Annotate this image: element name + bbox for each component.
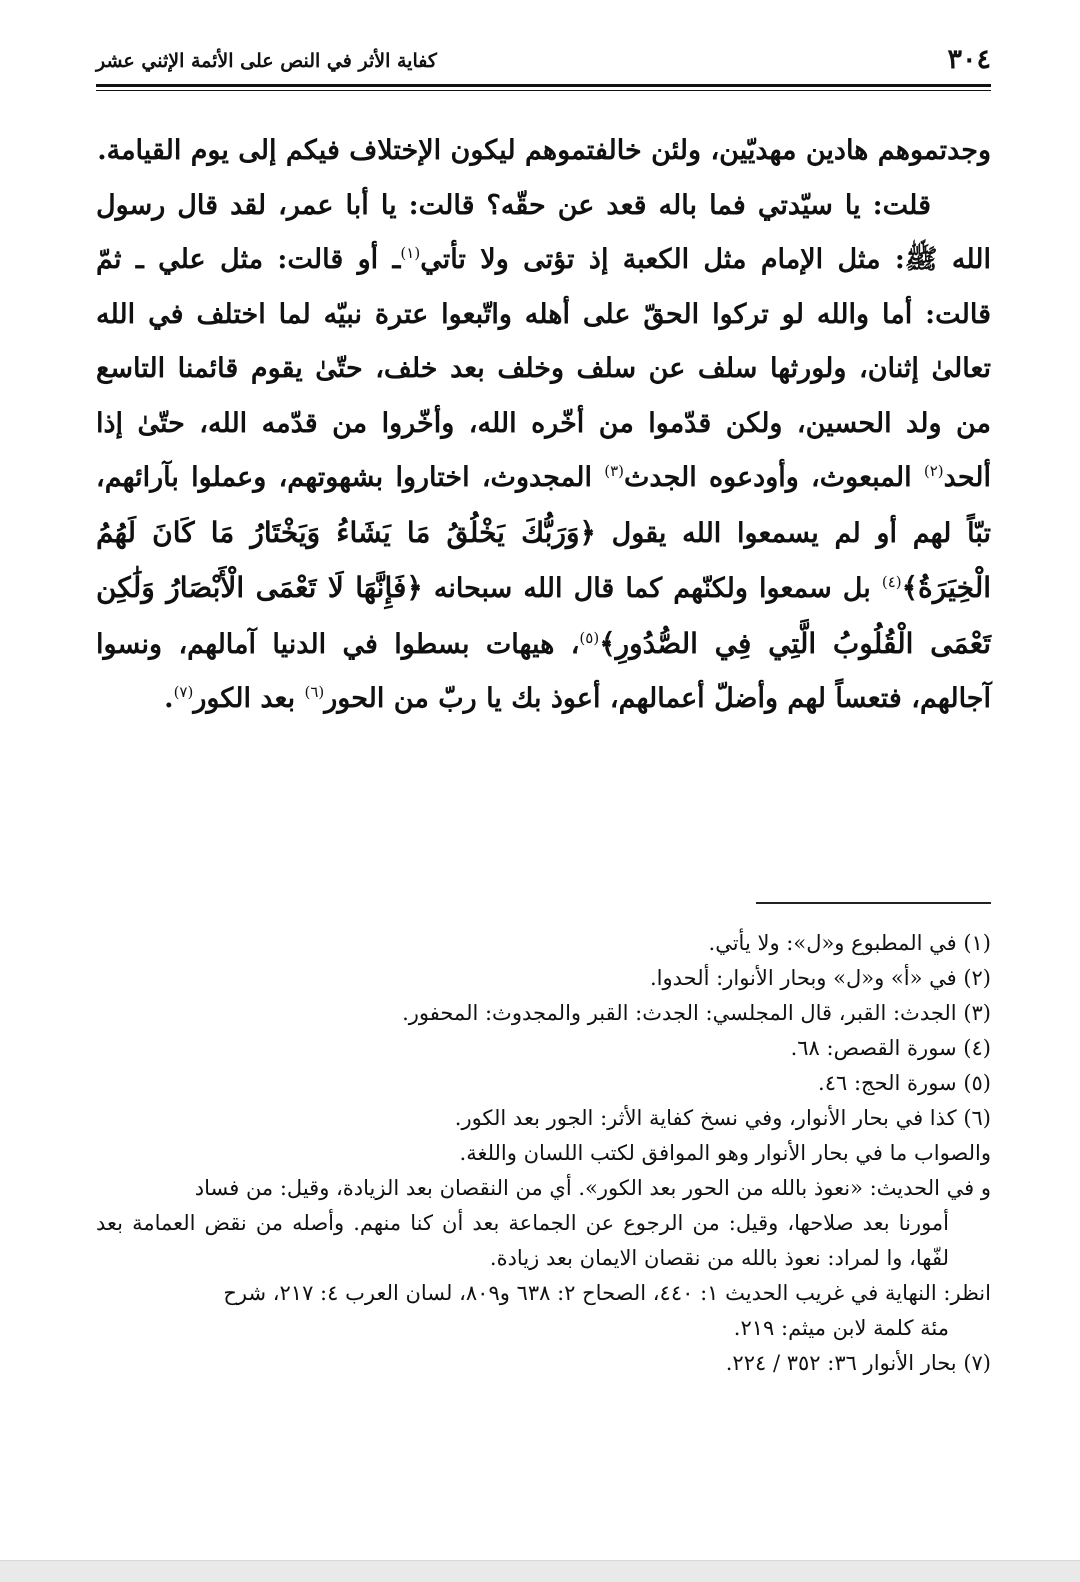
paragraph-2-part-g: بعد الكور [193,683,305,714]
paragraph-1: وجدتموهم هادين مهديّين، ولئن خالفتموهم ليكون الإختلاف فيكم إلى يوم القيامة. [97,135,991,166]
footnote-3: (٣) الجدث: القبر، قال المجلسي: الجدث: القبر والمجدوث: المحفور. [402,1001,991,1025]
footnote-6-references-continued: مئة كلمة لابن ميثم: ٢١٩. [733,1316,949,1340]
paragraph-2 [96,179,991,727]
footnote-ref-5[interactable]: (٥) [579,628,600,647]
footnote-ref-1[interactable]: (١) [400,244,421,262]
paragraph-2-part-d: المجدوث، اختاروا بشهوتهم، وعملوا بآرائهم، تبّاً لهم أو لم يسمعوا الله يقول [96,462,991,549]
footnote-ref-4[interactable]: (٤) [881,573,902,591]
footnote-6-hadith-first-line: و في الحديث: «نعوذ بالله من الحور بعد الكور». أي من النقصان بعد الزيادة، وقيل: من فساد [194,1176,991,1200]
main-text [96,124,991,727]
quran-verse-1: ﴿وَرَبُّكَ يَخْلُقُ مَا يَشَاءُ وَيَخْتَارُ مَا كَانَ لَهُمُ الْخِيَرَةُ﴾ [96,515,991,604]
quran-verse-2: ﴿فَإِنَّهَا لَا تَعْمَى الْأَبْصَارُ وَلَٰكِن تَعْمَى الْقُلُوبُ الَّتِي فِي الصُّدُورِ﴾ [96,571,992,660]
footnote-4: (٤) سورة القصص: ٦٨. [790,1036,991,1060]
footnote-2: (٢) في «أ» و«ل» وبحار الأنوار: ألحدوا. [650,966,991,990]
footnote-6-references-first-line: انظر: النهاية في غريب الحديث ١: ٤٤٠، الصحاح ٢: ٦٣٨ و٨٠٩، لسان العرب ٤: ٢١٧، شرح [223,1281,991,1305]
footnote-1: (١) في المطبوع و«ل»: ولا يأتي. [708,931,991,955]
paragraph-2-part-a: قلت: يا سيّدتي فما باله قعد عن حقّه؟ قالت: يا أبا عمر، لقد قال رسول الله ﷺ: مثل الإمام مثل الكعبة إذ تؤتى ولا تأتي [96,189,991,275]
header-rule [96,84,991,87]
footnote-6-hadith-continued: أمورنا بعد صلاحها، وقيل: من الرجوع عن الجماعة بعد أن كنا منهم. وأصله من نقض العمامة بعد لفّها، وا لمراد: نعوذ بالله من نقصان الايمان بعد زيادة. [96,1211,949,1270]
footnote-ref-2[interactable]: (٢) [923,462,944,480]
header-rule-thin [96,90,991,91]
footnote-ref-7[interactable]: (٧) [173,683,194,701]
paragraph-2-end: . [164,683,174,714]
bottom-strip [0,1560,1080,1582]
paragraph-2-part-c: المبعوث، وأودعوه الجدث [623,462,924,493]
footnote-separator [756,902,991,904]
footnote-ref-3[interactable]: (٣) [604,462,624,480]
paragraph-2-part-e: بل سمعوا ولكنّهم كما قال الله سبحانه [422,573,882,604]
page-number: ٣٠٤ [947,44,991,75]
running-title: كفاية الأثر في النص على الأئمة الإثني عشر [96,50,437,72]
footnote-6-correction: والصواب ما في بحار الأنوار وهو الموافق لكتب اللسان واللغة. [459,1141,991,1165]
page-header [96,40,991,80]
paragraph-2-part-f: ، هيهات بسطوا في الدنيا آمالهم، ونسوا آجالهم، فتعساً لهم وأضلّ أعمالهم، أعوذ بك يا ربّ من الحور [96,628,991,714]
footnote-6: (٦) كذا في بحار الأنوار، وفي نسخ كفاية الأثر: الجور بعد الكور. [454,1106,991,1130]
paragraph-2-part-b: ـ أو قالت: مثل علي ـ ثمّ قالت: أما والله لو تركوا الحقّ على أهله واتّبعوا عترة نبيّه لما اختلف في الله تعالىٰ إثنان، ولورثها سلف عن سلف وخلف بعد خلف، حتّىٰ يقوم قائمنا التاسع من ولد الحسين، ولكن قدّموا من أخّره الله، وأخّروا من قدّمه الله، حتّىٰ إذا ألحد [96,244,991,493]
footnote-ref-6[interactable]: (٦) [304,683,325,701]
footnote-5: (٥) سورة الحج: ٤٦. [818,1071,991,1095]
footnote-7: (٧) بحار الأنوار ٣٦: ٣٥٢ / ٢٢٤. [725,1351,991,1375]
footnotes [96,926,991,1381]
